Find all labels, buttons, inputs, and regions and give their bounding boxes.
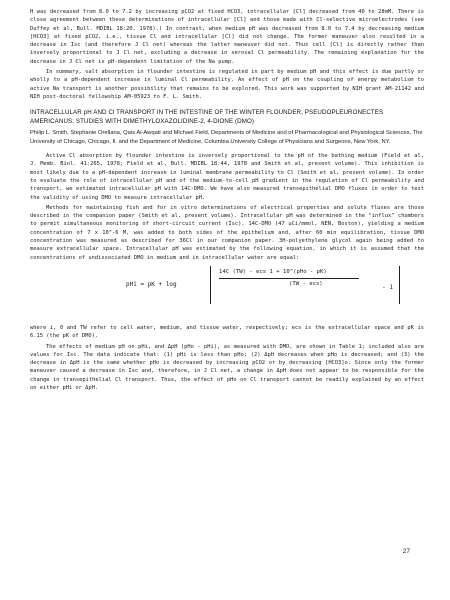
definitions-paragraph: where i, 0 and TW refer to cell water, medium, and tissue water, respectively; ecs is the extracellular space and pK is 6.15 (the pK of DMO). bbox=[30, 324, 424, 340]
equation-numerator: 14C (TW) - ecs 1 + 10^(pHo - pK) bbox=[219, 268, 327, 275]
equation-bracket bbox=[210, 266, 400, 304]
article-title: INTRACELLULAR pH AND Cl TRANSPORT IN THE INTESTINE OF THE WINTER FLOUNDER, PSEUDOPLEURONECTES AMERICANUS: STUDIES WITH DIMETHYLOXAZOLIDINE-2, 4-DIONE (DMO) bbox=[30, 109, 384, 126]
results-paragraph: The effects of medium pH on pHi, and ΔpH (pHo - pHi), as measured with DMO, are shown in Table 1; included also are values for Isc. The data indicate that: (1) pHi is less than pHo; (2) ΔpH decreases when pHo is decreased; and (3) the decrease in ΔpH is the same whether pHo is decreased by increasing pCO2 or by decreasing [HCO3]o. Since only the former maneuver caused a decrease in Isc and, therefore, in J Cl net, a change in ΔpH does not appear to be responsible for the change in transepithelial Cl transport. Thus, the effect of pHo on Cl transport cannot be readily explained by an effect on either pHi or ΔpH. bbox=[30, 343, 424, 392]
equation-denominator: (TW - ecs) bbox=[289, 280, 323, 287]
intro-paragraph: Active Cl absorption by flounder intestine is inversely proportional to the pH of the bathing medium (Field et al, J. Memb. Biol. 41:265, 1978; Field et al, Bull. MDIBL 18:44, 1978 and Smith et al, present volume). This inhibition is most likely due to a pH-dependent increase in luminal membrane permeability to Cl (Smith et al, present volume). In order to evaluate the role of intracellular pH and of the medium-to-cell pH gradient in the regulation of Cl permeability and transport, we estimated intracellular pH with 14C-DMO. We have also measured transepithelial DMO fluxes in order to test the validity of using DMO to measure intracellular pH. bbox=[30, 153, 424, 201]
body-paragraph: H was decreased from 8.0 to 7.2 by increasing pCO2 at fixed HCO3, intracellular [Cl] decreased from 40 to 28mM. There is close agreement between these determinations of intracellular [Cl] and those made with Cl-selective microelectrodes (see Duffey et al, Bull. MDIBL 18:20, 1978).) In contrast, when medium pH was decreased from 8.0 to 7.4 by decreasing medium [HCO3] at fixed pCO2, i.e., tissue Cl and intracellular [Cl] did not change. The former maneuver also resulted in a decrease in Isc (and therefore J Cl net) whereas the latter maneuver did not. Thus cell [Cl] is directly rather than inversely proportional to J Cl net, excluding a decrease in serosal Cl permeability. The remaining explanation for the decrease in J Cl net is pH-dependent limitation of the Na pump. bbox=[30, 9, 424, 65]
equation-lhs: pHi = pK + log bbox=[126, 280, 177, 288]
page-number: 27 bbox=[402, 548, 410, 555]
fraction-bar bbox=[219, 278, 359, 279]
ph-equation bbox=[30, 264, 424, 318]
methods-paragraph: Methods for maintaining fish and for in vitro determinations of electrical properties and solute fluxes are those described in the companion paper (Smith et al, present volume). Intracellular pH was determined in the "influx" chambers to permit simultaneous monitoring of short-circuit current (Isc). 14C-DMO (47 uCi/mmol, NEN, Boston), yielding a medium concentration of 7 x 10^-6 M, was added to both sides of the epithelium and, after 60 min equilibration, tissue DMO concentration was measured as described for 36Cl in our companion paper. 3H-polyethylene glycol again being added to measure extracellular space. Intracellular pH was estimated by the following equation, in which it is assumed that the concentrations of undissociated DMO in medium and in intracellular water are equal: bbox=[30, 204, 424, 261]
summary-paragraph: In summary, salt absorption in flounder intestine is regulated in part by medium pH and this effect is due partly or wholly to a pH-dependent increase in luminal Cl permeability. An effect of pH on the coupling of energy metabolism to active Na transport is another possibility that remains to be explored. This work was supported by NIH grant AM-21142 and NIH post-doctoral fellowship AM-05923 to F. L. Smith. bbox=[30, 69, 424, 100]
equation-minus-one: - 1 bbox=[382, 283, 393, 291]
article-authors: Philip L. Smith, Stephanie Orellana, Qais Al-Awqati and Michael Field, Departments of Medicine and of Pharmacological and Physiological Sciences, The University of Chicago, Chicago, Il. and the Department of Medicine, Columbia University College of Physicians and Surgeons, New York, NY. bbox=[30, 130, 423, 145]
